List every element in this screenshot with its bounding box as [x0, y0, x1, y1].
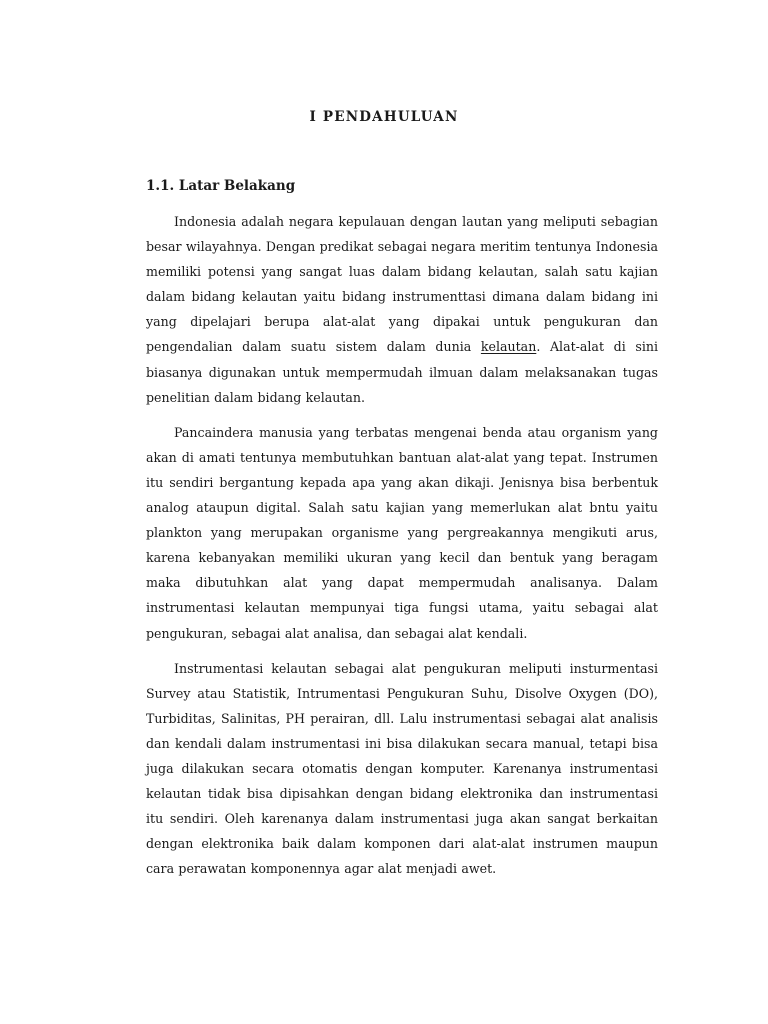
kelautan-link[interactable]: kelautan	[480, 339, 537, 355]
chapter-title: I PENDAHULUAN	[309, 109, 459, 125]
paragraph-2: Pancaindera manusia yang terbatas mengenai benda atau organism yang akan di amati tentunya membutuhkan bantuan alat-alat yang tepat. Instrumen itu sendiri bergantung kepada apa yang akan dikaji. Jenisnya bisa berbentuk analog ataupun digital. Salah satu kajian yang memerlukan alat bntu yaitu plankton yang merupakan organisme yang pergreakannya mengikuti arus, karena kebanyakan memiliki ukuran yang kecil dan bentuk yang beragam maka dibutuhkan alat yang dapat mempermudah analisanya. Dalam instrumentasi kelautan mempunyai tiga fungsi utama, yaitu sebagai alat pengukuran, sebagai alat analisa, dan sebagai alat kendali.	[146, 424, 658, 641]
document-body	[146, 209, 658, 891]
paragraph-1	[146, 209, 658, 410]
paragraph-1-text-before-link: Indonesia adalah negara kepulauan dengan lautan yang meliputi sebagian besar wilayahnya. Dengan predikat sebagai negara meritim tentunya Indonesia memiliki potensi yang sangat luas dalam bidang kelautan, salah satu kajian dalam bidang kelautan yaitu bidang instrumenttasi dimana dalam bidang ini yang dipelajari berupa alat-alat yang dipakai untuk pengukuran dan pengendalian dalam suatu sistem dalam dunia	[146, 214, 658, 355]
paragraph-3: Instrumentasi kelautan sebagai alat pengukuran meliputi insturmentasi Survey atau Statistik, Intrumentasi Pengukuran Suhu, Disolve Oxygen (DO), Turbiditas, Salinitas, PH perairan, dll. Lalu instrumentasi sebagai alat analisis dan kendali dalam instrumentasi ini bisa dilakukan secara manual, tetapi bisa juga dilakukan secara otomatis dengan komputer. Karenanya instrumentasi kelautan tidak bisa dipisahkan dengan bidang elektronika dan instrumentasi itu sendiri. Oleh karenanya dalam instrumentasi juga akan sangat berkaitan dengan elektronika baik dalam komponen dari alat-alat instrumen maupun cara perawatan komponennya agar alat menjadi awet.	[146, 660, 658, 877]
paragraph-1-text-after-link: . Alat-alat di sini biasanya digunakan untuk mempermudah ilmuan dalam melaksanakan tugas penelitian dalam bidang kelautan.	[146, 339, 658, 405]
section-heading: 1.1. Latar Belakang	[146, 178, 296, 194]
